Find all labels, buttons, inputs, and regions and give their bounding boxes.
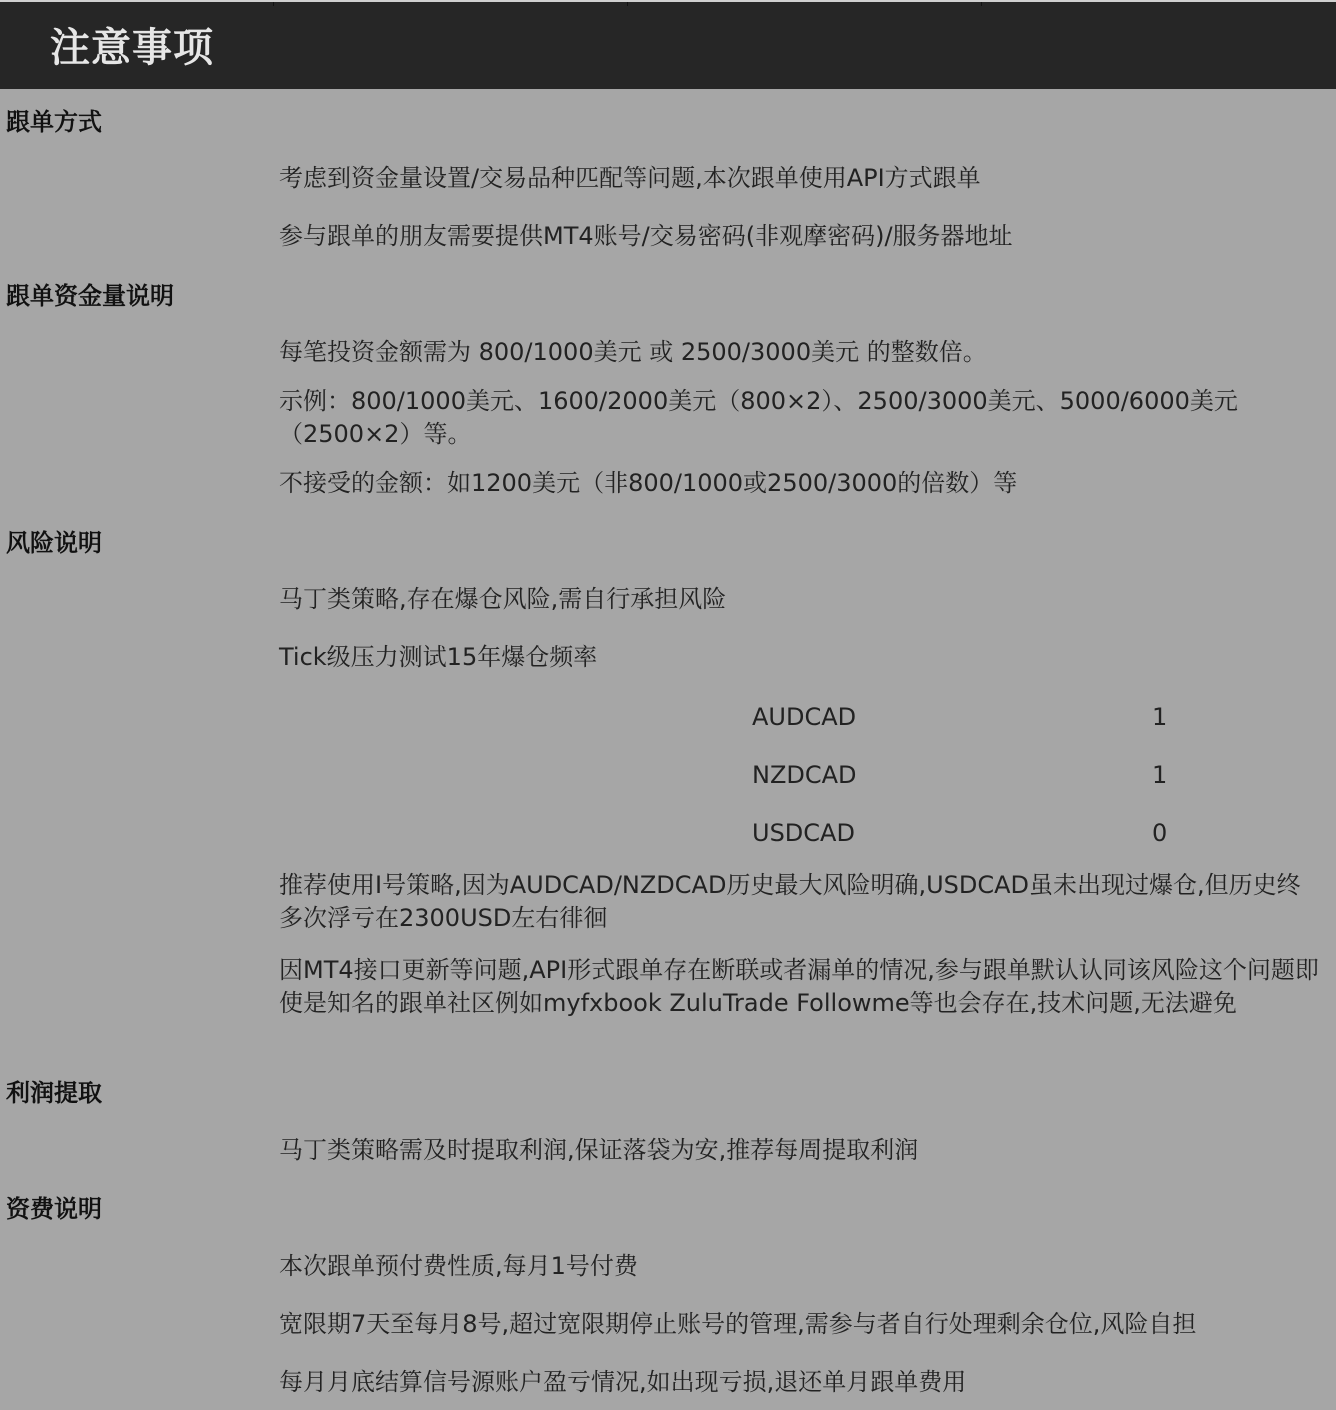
section-line: 推荐使用I号策略,因为AUDCAD/NZDCAD历史最大风险明确,USDCAD虽未出现过爆仓,但历史终多次浮亏在2300USD左右徘徊 (279, 871, 1301, 932)
table-cell-count: 1 (1152, 761, 1168, 789)
table-cell-symbol: NZDCAD (752, 761, 857, 789)
section-title-risk: 风险说明 (6, 529, 102, 557)
section-line: 马丁类策略,存在爆仓风险,需自行承担风险 (279, 585, 727, 613)
section-line: Tick级压力测试15年爆仓频率 (279, 643, 598, 671)
section-title-follow-method: 跟单方式 (6, 108, 102, 136)
section-line: 马丁类策略需及时提取利润,保证落袋为安,推荐每周提取利润 (279, 1136, 919, 1164)
section-line: 不接受的金额：如1200美元（非800/1000或2500/3000的倍数）等 (279, 469, 1018, 497)
section-title-fees: 资费说明 (6, 1195, 102, 1223)
section-line: 每笔投资金额需为 800/1000美元 或 2500/3000美元 的整数倍。 (279, 338, 987, 366)
section-title-profit-withdrawal: 利润提取 (6, 1079, 102, 1107)
section-line: 本次跟单预付费性质,每月1号付费 (279, 1252, 638, 1280)
section-line: 每月月底结算信号源账户盈亏情况,如出现亏损,退还单月跟单费用 (279, 1368, 967, 1396)
section-line: 宽限期7天至每月8号,超过宽限期停止账号的管理,需参与者自行处理剩余仓位,风险自担 (279, 1310, 1197, 1338)
section-line: 示例：800/1000美元、1600/2000美元（800×2）、2500/3000美元、5000/6000美元（2500×2）等。 (279, 387, 1238, 448)
section-line: 因MT4接口更新等问题,API形式跟单存在断联或者漏单的情况,参与跟单默认认同该风险这个问题即使是知名的跟单社区例如myfxbook ZuluTrade Followme等也会存在,技术问题,无法避免 (279, 956, 1319, 1017)
page-header (0, 0, 1336, 89)
table-cell-symbol: AUDCAD (752, 703, 857, 731)
section-title-capital: 跟单资金量说明 (6, 282, 174, 310)
header-divider (627, 2, 628, 6)
page-title: 注意事项 (50, 25, 214, 71)
section-line: 参与跟单的朋友需要提供MT4账号/交易密码(非观摩密码)/服务器地址 (279, 222, 1013, 250)
table-cell-count: 0 (1152, 819, 1168, 847)
table-cell-count: 1 (1152, 703, 1168, 731)
header-divider (273, 2, 274, 6)
table-cell-symbol: USDCAD (752, 819, 855, 847)
section-line: 考虑到资金量设置/交易品种匹配等问题,本次跟单使用API方式跟单 (279, 164, 981, 192)
header-divider (981, 2, 982, 6)
